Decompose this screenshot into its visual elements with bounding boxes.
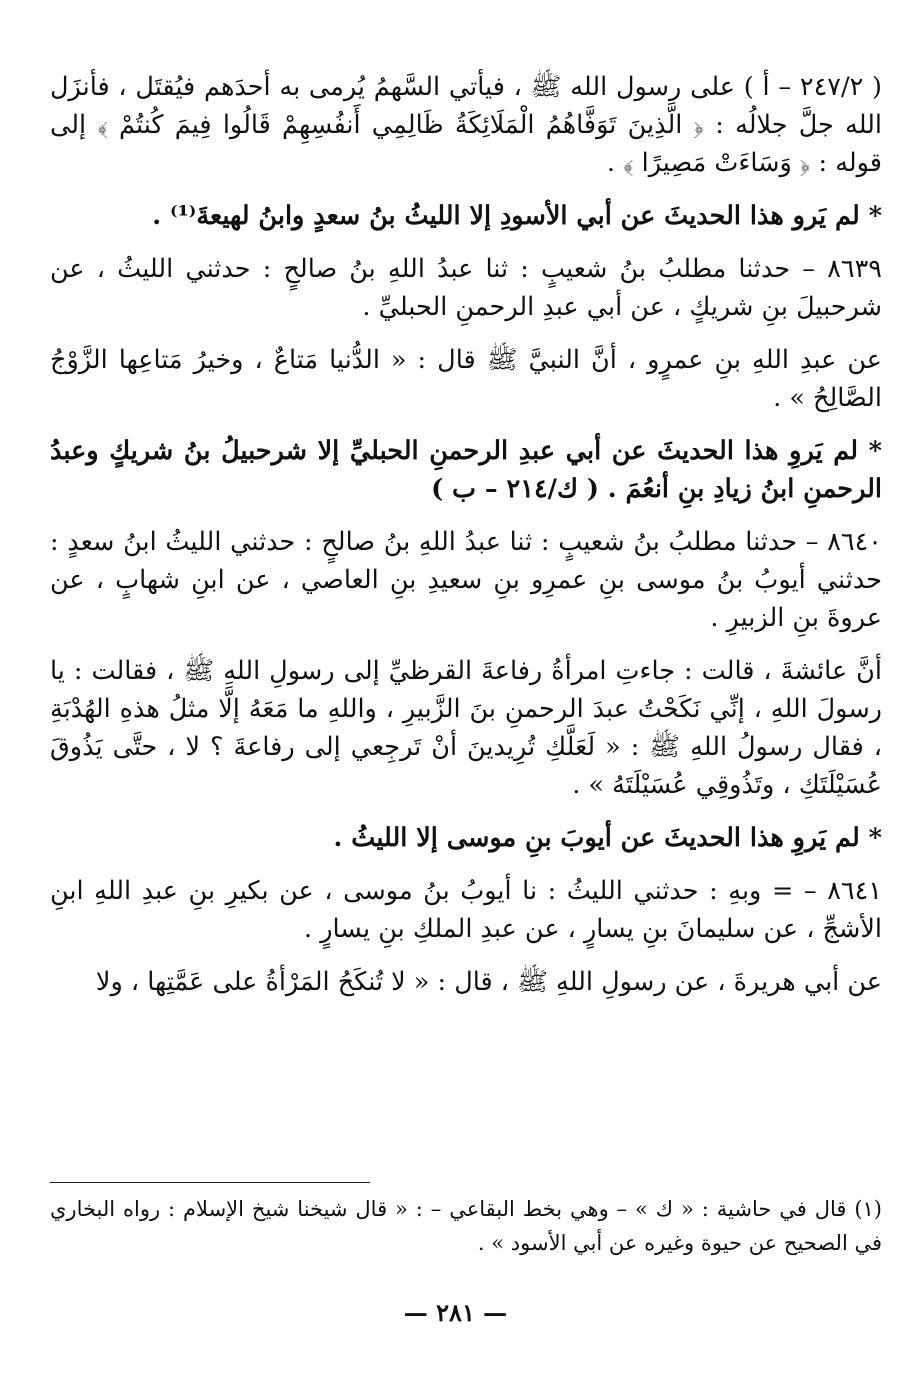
- editor-note: * لم يَروِ هذا الحديثَ عن أبي عبدِ الرحمنِ الحبليِّ إلا شرحبيلُ بنُ شريكٍ وعبدُ الرحمنِ ابنُ زيادِ بنِ أنعُمَ . ( ك/٢١٤ – ب ): [50, 436, 882, 504]
- page-body: [50, 68, 882, 1016]
- text-paragraph: ( ٢٤٧/٢ – أ ) على رسول الله ﷺ ، فيأتي السَّهمُ يُرمى به أحدَهم فيُقتَل ، فأنزَل الله جلَّ جلالُه : ﴿ الَّذِينَ تَوَفَّاهُمُ الْمَلَائِكَةُ ظَالِمِي أَنفُسِهِمْ قَالُوا فِيمَ كُنتُمْ ﴾ إلى قوله : ﴿ وَسَاءَتْ مَصِيرًا ﴾ .: [50, 72, 882, 178]
- editor-note: * لم يَرو هذا الحديثَ عن أبي الأسودِ إلا الليثُ بنُ سعدٍ وابنُ لهيعةَ⁽¹⁾ .: [152, 201, 882, 231]
- hadith-matn: عن أبي هريرةَ ، عن رسولِ اللهِ ﷺ ، قال : « لا تُنكَحُ المَرْأةُ على عَمَّتِها ، ولا: [95, 967, 882, 997]
- footnotes: [50, 1192, 882, 1260]
- hadith-matn: أنَّ عائشةَ ، قالت : جاءتِ امرأةُ رفاعةَ القرظيِّ إلى رسولِ اللهِ ﷺ ، فقالت : يا رسولَ اللهِ ، إنِّي نَكَحْتُ عبدَ الرحمنِ بنَ الزَّبيرِ ، واللهِ ما مَعَهُ إلَّا مثلُ هذهِ الهُدْبَةِ ، فقال رسولُ اللهِ ﷺ : « لَعَلَّكِ تُرِيدينَ أنْ تَرجِعي إلى رفاعةَ ؟ لا ، حتَّى يَذُوقَ عُسَيْلَتَكِ ، وتَذُوقِي عُسَيْلَتَهُ » .: [50, 656, 882, 800]
- hadith-matn: عن عبدِ اللهِ بنِ عمرٍو ، أنَّ النبيَّ ﷺ قال : « الدُّنيا مَتاعٌ ، وخيرُ مَتاعِها الزَّوْجُ الصَّالِحُ » .: [50, 345, 882, 413]
- page-number: — ٢٨١ —: [403, 1298, 508, 1327]
- footnote-1: (١) قال في حاشية : « ك » – وهي بخط البقاعي – : « قال شيخنا شيخ الإسلام : رواه البخاري في الصحيح عن حيوة وغيره عن أبي الأسود » .: [50, 1197, 882, 1255]
- hadith-isnad: ٨٦٤٠ – حدثنا مطلبُ بنُ شعيبٍ : ثنا عبدُ اللهِ بنُ صالحٍ : حدثني الليثُ ابنُ سعدٍ : حدثني أيوبُ بنُ موسى بنِ عمرِو بنِ سعيدِ بنِ العاصي ، عن ابنِ شهابٍ ، عن عروةَ بنِ الزبيرِ .: [50, 527, 882, 633]
- hadith-isnad: ٨٦٤١ – = وبهِ : حدثني الليثُ : نا أيوبُ بنُ موسى ، عن بكيرِ بنِ عبدِ اللهِ ابنِ الأشجِّ ، عن سليمانَ بنِ يسارٍ ، عن عبدِ الملكِ بنِ يسارٍ .: [50, 876, 882, 944]
- footnote-divider: [50, 1182, 370, 1183]
- hadith-isnad: ٨٦٣٩ – حدثنا مطلبُ بنُ شعيبٍ : ثنا عبدُ اللهِ بنُ صالحٍ : حدثني الليثُ ، عن شرحبيلَ بنِ شريكٍ ، عن أبي عبدِ الرحمنِ الحبليِّ .: [50, 254, 882, 322]
- editor-note: * لم يَروِ هذا الحديثَ عن أيوبَ بنِ موسى إلا الليثُ .: [333, 823, 882, 853]
